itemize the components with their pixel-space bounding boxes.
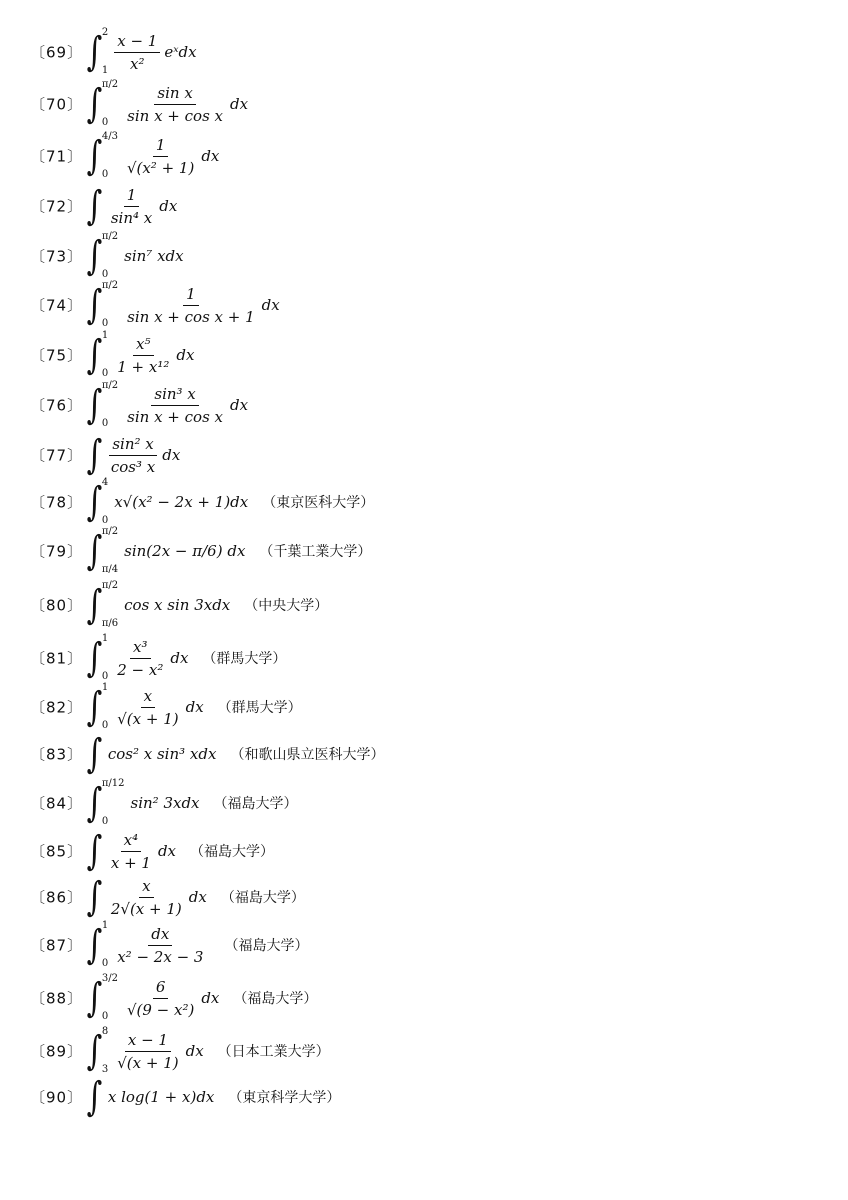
integrand-fraction [124,136,197,177]
integral-expression [84,873,305,921]
problem-number: 〔87〕 [30,936,84,955]
integral [84,431,102,479]
integral-limits [102,478,108,526]
integral-limits [102,581,118,629]
problem-number: 〔80〕 [30,596,84,615]
lower-limit: 0 [101,368,109,379]
upper-limit: π/2 [101,526,119,537]
upper-limit: π/2 [101,79,119,90]
denominator: √(x + 1) [117,709,179,728]
denominator: 1 + x¹² [117,357,170,376]
problem-row [0,779,848,827]
integral-expression [84,80,262,128]
problem-number: 〔82〕 [30,698,84,717]
problem-number: 〔83〕 [30,745,84,764]
integral-sign: ∫ [86,479,103,525]
integral-sign: ∫ [86,282,103,328]
integral-sign: ∫ [86,183,103,229]
lower-limit: 0 [101,720,109,731]
integral-expression [84,827,274,875]
integrand-tail: sin(2x − π/6) dx [124,542,246,560]
lower-limit: 0 [101,418,109,429]
problem-row [0,634,848,682]
numerator: 1 [183,285,199,306]
university-source: （群馬大学） [217,700,302,716]
integral [84,779,125,827]
integrand-tail: dx [157,842,177,860]
denominator: √(x + 1) [117,1053,179,1072]
university-source: （東京医科大学） [262,495,375,511]
problem-number: 〔76〕 [30,396,84,415]
numerator: 1 [153,136,169,157]
integral [84,1073,102,1121]
lower-limit: 0 [101,1011,109,1022]
integrand-tail: dx [188,888,207,906]
integral-limits [102,921,108,969]
integrand-tail: cos² x sin³ xdx [107,745,217,763]
integral [84,331,108,379]
integral-limits [102,80,118,128]
university-source: （福島大学） [190,844,275,860]
university-source: （中央大学） [244,598,329,614]
integrand-tail: sin⁷ xdx [124,247,184,265]
upper-limit: 4 [101,477,109,488]
integrand-tail: eˣdx [164,43,197,61]
numerator: x [141,687,155,708]
integral-limits [102,281,118,329]
denominator: x² [130,54,145,73]
integral-expression [84,28,211,76]
problem-row [0,431,848,479]
integrand-tail: dx [185,1042,204,1060]
problem-row [0,28,848,76]
denominator: 2√(x + 1) [110,899,182,918]
integral-sign: ∫ [86,432,103,478]
upper-limit: 1 [101,633,109,644]
integrand-fraction [114,638,166,679]
denominator: x + 1 [110,853,151,872]
integral [84,683,108,731]
university-source: （福島大学） [224,938,309,954]
integral [84,527,118,575]
university-source: （日本工業大学） [217,1044,330,1060]
numerator: x⁵ [133,335,153,356]
problem-number: 〔73〕 [30,247,84,266]
upper-limit: π/12 [101,778,125,789]
problem-row [0,478,848,526]
integral-sign: ∫ [86,684,103,730]
integrand-tail: sin² 3xdx [130,794,200,812]
integrand-tail: dx [185,698,204,716]
problem-number: 〔77〕 [30,446,84,465]
integral-limits [102,132,118,180]
integral-sign: ∫ [86,29,103,75]
integral-expression [84,779,298,827]
problem-row [0,232,848,280]
integral-expression [84,281,294,329]
numerator: x³ [130,638,150,659]
integral-sign: ∫ [86,582,103,628]
integral [84,581,118,629]
upper-limit: 8 [101,1026,109,1037]
denominator: 2 − x² [117,660,164,679]
integrand-fraction [108,435,158,476]
upper-limit: π/2 [101,231,119,242]
denominator: cos³ x [110,457,156,476]
integrand-tail: dx [162,446,181,464]
upper-limit: π/2 [101,580,119,591]
upper-limit: 1 [101,682,109,693]
upper-limit: 4/3 [101,131,118,142]
upper-limit: 1 [101,920,109,931]
denominator: √(9 − x²) [126,1000,195,1019]
problem-row [0,683,848,731]
problem-number: 〔81〕 [30,649,84,668]
lower-limit: 0 [101,958,109,969]
integral-expression [84,331,208,379]
integral-sign: ∫ [86,635,103,681]
integral [84,28,108,76]
university-source: （福島大学） [213,796,298,812]
integral-expression [84,478,374,526]
integral-limits [102,331,108,379]
integral-expression [84,974,317,1022]
integral-limits [102,28,108,76]
integral-expression [84,132,233,180]
integral [84,132,118,180]
numerator: 6 [153,978,169,999]
upper-limit: 1 [101,330,109,341]
integrand-fraction [108,186,155,227]
integral-expression [84,1027,330,1075]
problem-number: 〔84〕 [30,794,84,813]
integral [84,80,118,128]
lower-limit: 0 [101,671,109,682]
integrand-fraction [108,831,154,872]
integral [84,921,108,969]
integrand-tail: dx [230,396,249,414]
integral-expression [84,730,384,778]
integral-sign: ∫ [86,922,103,968]
problem-number: 〔71〕 [30,147,84,166]
integral-expression [84,232,198,280]
integral-sign: ∫ [86,528,103,574]
problem-row [0,132,848,180]
problem-number: 〔86〕 [30,888,84,907]
integral-sign: ∫ [86,1074,103,1120]
upper-limit: 2 [101,27,109,38]
lower-limit: 0 [101,269,109,280]
problem-row [0,331,848,379]
integral [84,634,108,682]
problem-row [0,281,848,329]
integral-sign: ∫ [86,81,103,127]
problem-row [0,581,848,629]
integrand-fraction [124,978,197,1019]
lower-limit: 3 [101,1064,109,1075]
integrand-fraction [114,335,172,376]
integral-expression [84,683,302,731]
denominator: √(x² + 1) [126,158,195,177]
integrand-tail: dx [201,989,220,1007]
numerator: x⁴ [121,831,141,852]
denominator: sin x + cos x + 1 [127,307,255,326]
denominator: sin x + cos x [127,407,224,426]
problem-row [0,182,848,230]
integrand-fraction [114,1031,181,1072]
integral-sign: ∫ [86,828,103,874]
numerator: sin² x [109,435,156,456]
integral-limits [102,1027,108,1075]
problem-row [0,80,848,128]
integral-limits [102,381,118,429]
integral-sign: ∫ [86,731,103,777]
integral-expression [84,921,308,969]
integral-limits [102,232,118,280]
problem-row [0,527,848,575]
integral-limits [102,779,125,827]
integrand-tail: dx [201,147,220,165]
integral-sign: ∫ [86,332,103,378]
denominator: sin x + cos x [127,106,224,125]
problem-number: 〔69〕 [30,43,84,62]
integral [84,232,118,280]
problem-number: 〔88〕 [30,989,84,1008]
university-source: （千葉工業大学） [259,544,372,560]
integral-sign: ∫ [86,233,103,279]
integrand-tail: x log(1 + x)dx [107,1088,215,1106]
problem-row [0,974,848,1022]
integral [84,827,102,875]
integral-expression [84,431,194,479]
integral [84,381,118,429]
problem-row [0,827,848,875]
integral [84,1027,108,1075]
problem-number: 〔74〕 [30,296,84,315]
integral [84,730,102,778]
university-source: （福島大学） [233,991,318,1007]
integral [84,281,118,329]
lower-limit: 0 [101,117,109,128]
integrand-tail: dx [230,95,249,113]
integral-expression [84,381,262,429]
integrand-tail: dx [159,197,178,215]
problem-number: 〔72〕 [30,197,84,216]
integral [84,478,108,526]
university-source: （東京科学大学） [228,1090,341,1106]
numerator: dx [148,925,172,946]
integral-limits [102,527,118,575]
integral-sign: ∫ [86,1028,103,1074]
lower-limit: 0 [101,816,109,827]
integral [84,182,102,230]
numerator: x − 1 [125,1031,171,1052]
integrand-fraction [114,32,160,73]
integral-limits [102,634,108,682]
integrand-fraction [124,84,226,125]
integrand-tail: dx [261,296,280,314]
lower-limit: π/4 [101,564,119,575]
integral [84,873,102,921]
lower-limit: π/6 [101,618,119,629]
integral-expression [84,581,328,629]
university-source: （群馬大学） [202,651,287,667]
integral-expression [84,527,371,575]
integral-sign: ∫ [86,975,103,1021]
problem-row [0,381,848,429]
integral-limits [102,683,108,731]
upper-limit: π/2 [101,280,119,291]
lower-limit: 1 [101,65,109,76]
problem-number: 〔89〕 [30,1042,84,1061]
integral-expression [84,634,286,682]
integrand-fraction [114,925,206,966]
integral-sign: ∫ [86,780,103,826]
problem-row [0,873,848,921]
problem-number: 〔79〕 [30,542,84,561]
numerator: x [139,877,153,898]
problem-row [0,1073,848,1121]
integrand-fraction [108,877,185,918]
upper-limit: π/2 [101,380,119,391]
problem-number: 〔90〕 [30,1088,84,1107]
integral-expression [84,182,191,230]
numerator: sin³ x [151,385,198,406]
lower-limit: 0 [101,318,109,329]
integral-limits [102,974,118,1022]
problem-number: 〔70〕 [30,95,84,114]
denominator: x² − 2x − 3 [117,947,204,966]
problem-number: 〔85〕 [30,842,84,861]
integrand-fraction [114,687,181,728]
problem-row [0,1027,848,1075]
numerator: x − 1 [114,32,160,53]
university-source: （福島大学） [220,890,305,906]
university-source: （和歌山県立医科大学） [230,747,385,763]
lower-limit: 0 [101,515,109,526]
integrand-tail: cos x sin 3xdx [124,596,231,614]
problem-number: 〔78〕 [30,493,84,512]
numerator: sin x [154,84,195,105]
integrand-fraction [124,385,226,426]
integrand-tail: dx [170,649,189,667]
lower-limit: 0 [101,169,109,180]
problem-row [0,921,848,969]
integral [84,974,118,1022]
integral-sign: ∫ [86,133,103,179]
numerator: 1 [124,186,140,207]
integral-sign: ∫ [86,382,103,428]
integrand-tail: dx [176,346,195,364]
integral-expression [84,1073,340,1121]
problem-number: 〔75〕 [30,346,84,365]
integrand-tail: x√(x² − 2x + 1)dx [114,493,249,511]
integral-sign: ∫ [86,874,103,920]
upper-limit: 3/2 [101,973,118,984]
integrand-fraction [124,285,258,326]
denominator: sin⁴ x [110,208,153,227]
problem-row [0,730,848,778]
